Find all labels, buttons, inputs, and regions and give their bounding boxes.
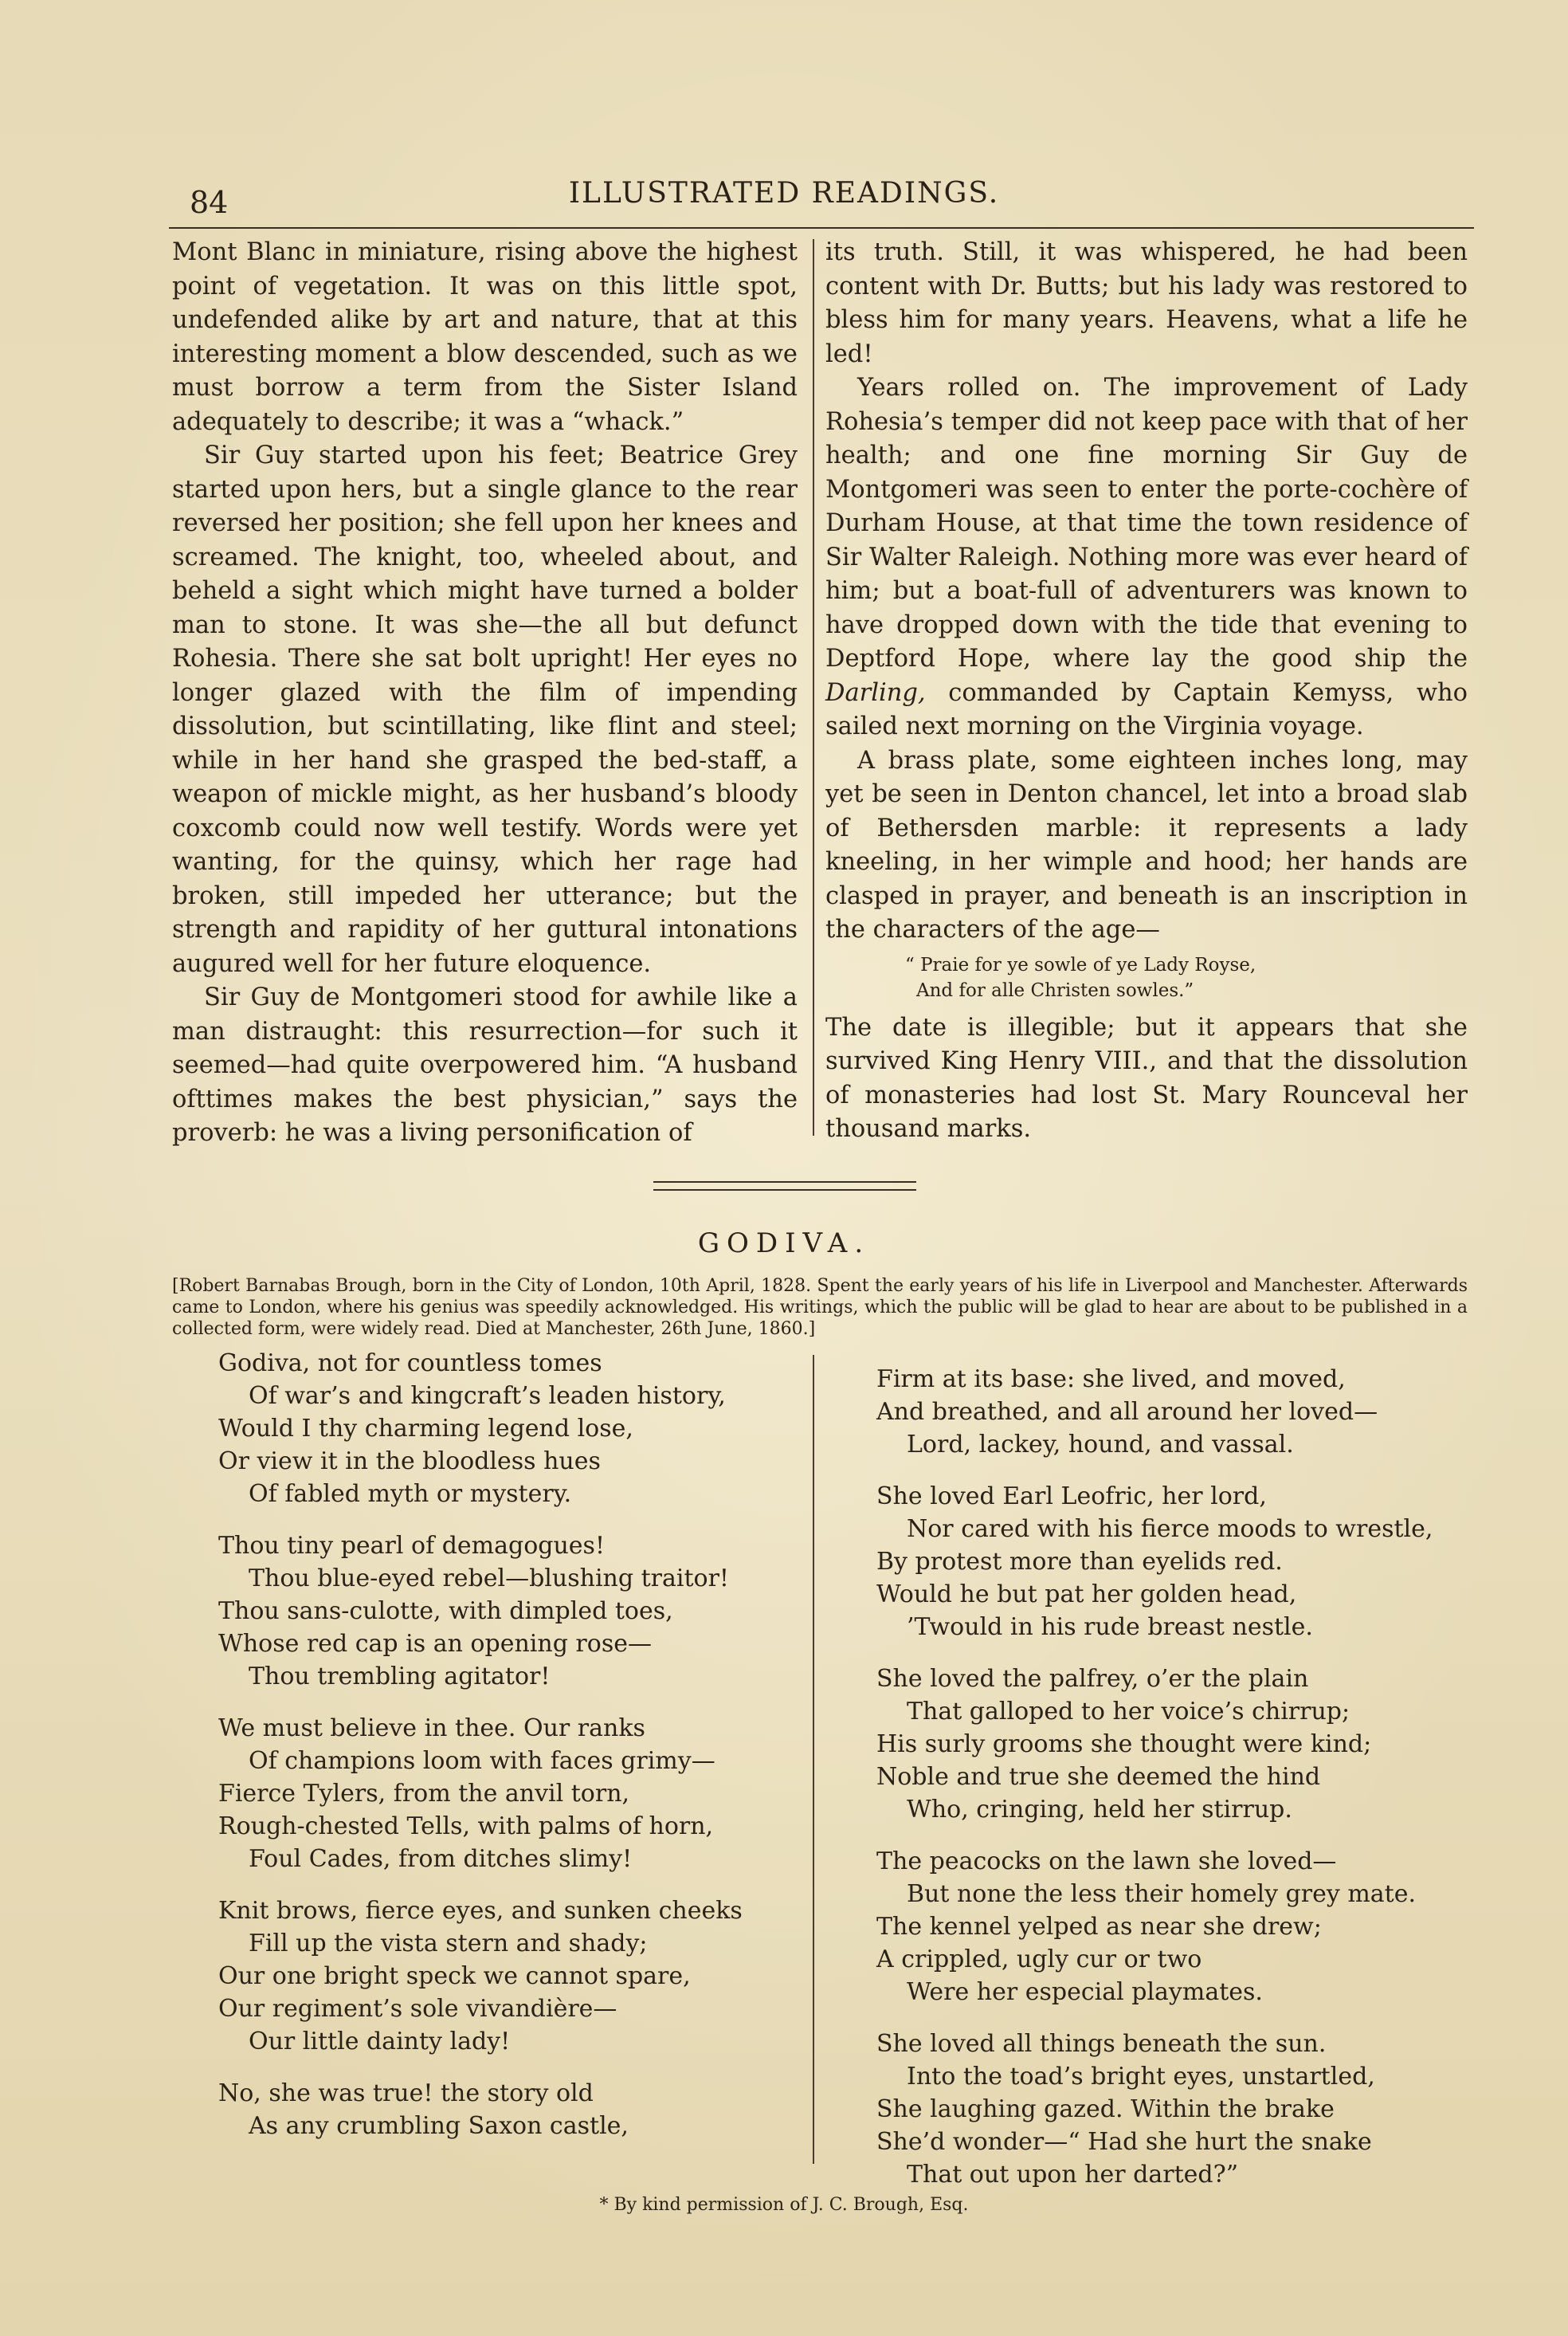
- poem-column-right: [876, 1363, 1482, 2210]
- stanza: [876, 1480, 1482, 1643]
- verse-line: Thou blue-eyed rebel—blushing traitor!: [249, 1565, 729, 1592]
- verse-line: Noble and true she deemed the hind: [876, 1763, 1321, 1791]
- verse-line: Our one bright speck we cannot spare,: [218, 1962, 691, 1990]
- inscription-line: “ Praie for ye sowle of ye Lady Royse,: [905, 954, 1256, 976]
- stanza: [218, 1894, 792, 2058]
- poem-title: GODIVA.: [697, 1227, 871, 1259]
- verse-line: Of fabled myth or mystery.: [249, 1480, 572, 1508]
- verse-line: That galloped to her voice’s chirrup;: [907, 1698, 1350, 1725]
- verse-line: Foul Cades, from ditches slimy!: [249, 1845, 633, 1873]
- paragraph: [825, 371, 1468, 744]
- verse-line: Thou tiny pearl of demagogues!: [218, 1532, 606, 1560]
- section-divider: [653, 1181, 916, 1191]
- paragraph: Mont Blanc in miniature, rising above the highest point of vegetation. It was on this little spot, undefended alike by art and nature, that at this interesting moment a blow descended, such as we must borrow a term from the Sister Island adequately to describe; it was a “whack.”: [172, 238, 798, 436]
- verse-line: Who, cringing, held her stirrup.: [907, 1796, 1292, 1824]
- verse-line: Of war’s and kingcraft’s leaden history,: [249, 1382, 726, 1410]
- verse-line: No, she was true! the story old: [218, 2079, 594, 2107]
- page-number: 84: [190, 185, 229, 220]
- verse-line: Would I thy charming legend lose,: [218, 1415, 633, 1443]
- verse-line: Of champions loom with faces grimy—: [249, 1747, 715, 1775]
- verse-line: She loved Earl Leofric, her lord,: [876, 1482, 1267, 1510]
- verse-line: Nor cared with his fierce moods to wrestle,: [907, 1515, 1433, 1543]
- ship-name: Darling,: [825, 678, 926, 707]
- paragraph: Sir Guy de Montgomeri stood for awhile like a man distraught: this resurrection—for such it seemed—had quite overpowered him. “A husband ofttimes makes the best physician,” says the proverb: he was a living personification of: [172, 983, 798, 1147]
- verse-line: Firm at its base: she lived, and moved,: [876, 1365, 1346, 1393]
- verse-line: And breathed, and all around her loved—: [876, 1398, 1378, 1426]
- verse-line: Were her especial playmates.: [907, 1978, 1263, 2006]
- verse-line: ’Twould in his rude breast nestle.: [907, 1613, 1313, 1641]
- paragraph: Sir Guy started upon his feet; Beatrice Grey started upon hers, but a single glance to the rear reversed her position; she fell upon her knees and screamed. The knight, too, wheeled about, and beheld a sight which might have turned a bolder man to stone. It was she—the all but defunct Rohesia. There she sat bolt upright! Her eyes no longer glazed with the film of impending dissolution, but scintillating, like flint and steel; while in her hand she grasped the bed-staff, a weapon of mickle might, as her husband’s bloody coxcomb could now well testify. Words were yet wanting, for the quinsy, which her rage had broken, still impeded her utterance; but the strength and rapidity of her guttural intonations augured well for her future eloquence.: [172, 442, 798, 978]
- paragraph: its truth. Still, it was whispered, he had been content with Dr. Butts; but his lady was restored to bless him for many years. Heavens, what a life he led!: [825, 238, 1468, 368]
- verse-line: Into the toad’s bright eyes, unstartled,: [907, 2063, 1375, 2091]
- prose-column-left: [172, 236, 798, 1151]
- verse-line: Godiva, not for countless tomes: [218, 1349, 602, 1377]
- stanza: [876, 1663, 1482, 1826]
- inscription-line: And for alle Christen sowles.”: [916, 980, 1194, 1001]
- inscription: [905, 952, 1468, 1003]
- verse-line: She loved all things beneath the sun.: [876, 2030, 1327, 2058]
- column-divider: [813, 239, 814, 1136]
- verse-line: She’d wonder—“ Had she hurt the snake: [876, 2128, 1372, 2156]
- prose-column-right: [825, 236, 1468, 1147]
- verse-line: Rough-chested Tells, with palms of horn,: [218, 1812, 714, 1840]
- paragraph-text: Years rolled on. The improvement of Lady Rohesia’s temper did not keep pace with that of her health; and one fine morning Sir Guy de Montgomeri was seen to enter the porte-cochère of Durham House, at that time the town residence of Sir Walter Raleigh. Nothing more was ever heard of him; but a boat-full of adventurers was known to have dropped down with the tide that evening to Deptford Hope, where lay the good ship the: [825, 374, 1468, 673]
- running-title: ILLUSTRATED READINGS.: [568, 177, 1000, 210]
- verse-line: Our little dainty lady!: [249, 2028, 511, 2055]
- verse-line: Fierce Tylers, from the anvil torn,: [218, 1780, 630, 1808]
- stanza: [876, 1363, 1482, 1461]
- footnote: * By kind permission of J. C. Brough, Esq.: [599, 2195, 969, 2215]
- verse-line: We must believe in thee. Our ranks: [218, 1714, 645, 1742]
- verse-line: Lord, lackey, hound, and vassal.: [907, 1431, 1294, 1459]
- paragraph-text: commanded by Captain Kemyss, who sailed next morning on the Virginia voyage.: [825, 678, 1468, 740]
- verse-line: Thou trembling agitator!: [249, 1663, 551, 1690]
- verse-line: But none the less their homely grey mate.: [907, 1880, 1417, 1908]
- stanza: [876, 1845, 1482, 2008]
- poem-column-left: [218, 1347, 792, 2161]
- verse-line: Thou sans-culotte, with dimpled toes,: [218, 1597, 673, 1625]
- verse-line: She laughing gazed. Within the brake: [876, 2095, 1335, 2123]
- header-rule: [169, 227, 1474, 229]
- stanza: [218, 1347, 792, 1510]
- verse-line: As any crumbling Saxon castle,: [249, 2112, 629, 2140]
- verse-line: His surly grooms she thought were kind;: [876, 1730, 1372, 1758]
- verse-line: The peacocks on the lawn she loved—: [876, 1847, 1337, 1875]
- stanza: [218, 2077, 792, 2142]
- stanza: [218, 1529, 792, 1693]
- paragraph: The date is illegible; but it appears that she survived King Henry VIII., and that the dissolution of monasteries had lost St. Mary Rounceval her thousand marks.: [825, 1013, 1468, 1143]
- column-divider: [813, 1355, 814, 2164]
- verse-line: Or view it in the bloodless hues: [218, 1447, 601, 1475]
- verse-line: She loved the palfrey, o’er the plain: [876, 1665, 1309, 1693]
- stanza: [876, 2028, 1482, 2191]
- verse-line: Knit brows, fierce eyes, and sunken cheeks: [218, 1897, 743, 1925]
- verse-line: A crippled, ugly cur or two: [876, 1945, 1202, 1973]
- verse-line: Whose red cap is an opening rose—: [218, 1630, 652, 1658]
- stanza: [218, 1712, 792, 1875]
- verse-line: The kennel yelped as near she drew;: [876, 1913, 1322, 1941]
- verse-line: By protest more than eyelids red.: [876, 1548, 1283, 1576]
- author-biography: [Robert Barnabas Brough, born in the City of London, 10th April, 1828. Spent the early years of his life in Liverpool and Manchester. Afterwards came to London, where his genius was speedily acknowledged. His writings, which the public will be glad to hear are about to be published in a collected form, were widely read. Died at Manchester, 26th June, 1860.]: [172, 1276, 1468, 1339]
- verse-line: Our regiment’s sole vivandière—: [218, 1995, 617, 2023]
- paragraph: A brass plate, some eighteen inches long, may yet be seen in Denton chancel, let into a broad slab of Bethersden marble: it represents a lady kneeling, in her wimple and hood; her hands are clasped in prayer, and beneath is an inscription in the characters of the age—: [825, 746, 1468, 944]
- verse-line: That out upon her darted?”: [907, 2161, 1239, 2189]
- verse-line: Fill up the vista stern and shady;: [249, 1930, 648, 1957]
- verse-line: Would he but pat her golden head,: [876, 1580, 1297, 1608]
